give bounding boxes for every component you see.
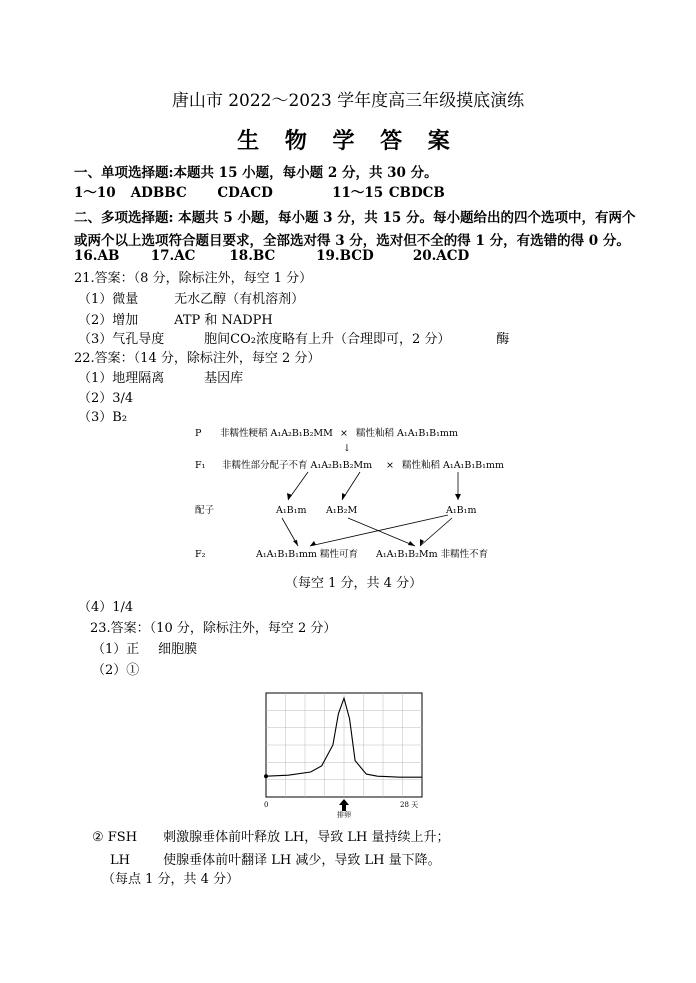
- answer-blank: ATP 和 NADPH: [174, 313, 273, 328]
- answer-range: 11～15: [332, 185, 384, 201]
- q22-answer-3: （3）B₂: [78, 410, 128, 425]
- genetic-cross-diagram: [190, 422, 520, 567]
- document-subtitle: 生 物 学 答 案: [237, 128, 459, 154]
- answer-group: CBDCB: [388, 185, 445, 201]
- p-label: P: [195, 428, 202, 439]
- curve-start-dot: [264, 774, 268, 778]
- section2-heading-line2: 或两个以上选项符合题目要求，全部选对得 3 分，选对但不全的得 1 分，有选错的得 0 分。: [74, 233, 630, 249]
- gamete-2: A₁B₂M: [326, 505, 358, 516]
- q21-answer-1: [78, 288, 304, 307]
- f2-left: A₁A₁B₁B₁mm 糯性可育: [256, 549, 358, 560]
- x-tick-start: 0: [264, 801, 269, 809]
- answer-blank: （1）微量: [78, 292, 139, 307]
- gamete-3: A₁B₁m: [446, 505, 477, 516]
- answer-blank: （1）正: [92, 642, 140, 657]
- p-right-parent: 糯性籼稻 A₁A₁B₁B₁mm: [356, 428, 458, 439]
- down-arrow: ↓: [343, 443, 351, 454]
- p-left-parent: 非糯性粳稻 A₁A₂B₁B₂MM: [220, 428, 333, 439]
- f2-label: F₂: [195, 549, 206, 560]
- answer-text: 使腺垂体前叶翻译 LH 减少，导致 LH 量下降。: [163, 853, 441, 868]
- section1-heading: 一、单项选择题:本题共 15 小题，每小题 2 分，共 30 分。: [74, 165, 438, 181]
- lh-level-chart: [256, 688, 436, 820]
- q22-answer-4: （4）1/4: [78, 600, 134, 615]
- q21-answer-2: [78, 309, 273, 328]
- answer-label: LH: [110, 853, 130, 868]
- answer-blank: （1）地理隔离: [78, 371, 165, 386]
- q22-score-note: （每空 1 分，共 4 分）: [285, 576, 423, 591]
- answer-blank: 酶: [496, 332, 510, 347]
- ovulation-label: 排卵: [337, 811, 351, 819]
- q21-answer-3: [78, 328, 509, 347]
- f1-right: 糯性籼稻 A₁A₁B₁B₁mm: [402, 460, 504, 471]
- answer-group: ADBBC: [130, 185, 187, 201]
- answer-item: 20.ACD: [412, 248, 470, 264]
- q22-answer-2: （2）3/4: [78, 391, 134, 406]
- f2-right: A₁A₁B₁B₂Mm 非糯性不育: [376, 549, 489, 560]
- answer-blank: 胞间CO₂浓度略有上升（合理即可，2 分）: [204, 332, 451, 347]
- arrow-line: [310, 515, 448, 546]
- answer-item: 16.AB: [74, 248, 120, 264]
- x-tick-end: 28 天: [400, 801, 419, 809]
- gamete-label: 配子: [195, 505, 215, 516]
- answer-blank: 细胞膜: [158, 642, 198, 657]
- ovulation-arrow-icon: [339, 799, 349, 811]
- arrowhead: [293, 540, 298, 546]
- q23-score-note: （每点 1 分，共 4 分）: [102, 872, 240, 887]
- arrow-line: [348, 518, 415, 546]
- document-title: 唐山市 2022～2023 学年度高三年级摸底演练: [171, 91, 525, 111]
- arrowhead: [408, 541, 415, 546]
- q23-answer-2-part2-line2: [110, 849, 441, 868]
- answer-label: ② FSH: [92, 830, 138, 845]
- q22-answer-1: [78, 367, 243, 386]
- arrowhead: [287, 493, 292, 500]
- answer-blank: （2）增加: [78, 313, 139, 328]
- q23-header: 23.答案：（10 分，除标注外，每空 2 分）: [90, 621, 337, 636]
- section1-answers: [74, 181, 445, 201]
- arrow-line: [420, 518, 452, 546]
- q23-answer-1: [92, 638, 197, 657]
- arrowhead: [455, 494, 461, 500]
- cross-symbol: ×: [386, 460, 394, 471]
- f1-label: F₁: [195, 460, 206, 471]
- answer-blank: 无水乙醇（有机溶剂）: [174, 292, 305, 307]
- cross-symbol: ×: [340, 428, 348, 439]
- q21-header: 21.答案：（8 分，除标注外，每空 1 分）: [74, 271, 313, 286]
- q22-header: 22.答案：（14 分，除标注外，每空 2 分）: [74, 351, 321, 366]
- answer-blank: （3）气孔导度: [78, 332, 165, 347]
- q23-answer-2-part2-line1: [92, 826, 449, 845]
- section2-answers: [74, 248, 469, 264]
- answer-text: 刺激腺垂体前叶释放 LH，导致 LH 量持续上升；: [163, 830, 450, 845]
- answer-item: 18.BC: [229, 248, 276, 264]
- answer-group: CDACD: [217, 185, 273, 201]
- q23-answer-2: （2）①: [92, 663, 140, 678]
- answer-item: 19.BCD: [316, 248, 374, 264]
- answer-item: 17.AC: [150, 248, 196, 264]
- section2-heading-line1: 二、多项选择题: 本题共 5 小题，每小题 3 分，共 15 分。每小题给出的四个选项中，有两个: [74, 210, 636, 226]
- answer-range: 1～10: [74, 185, 116, 201]
- gamete-1: A₁B₁m: [276, 505, 307, 516]
- f1-left: 非糯性部分配子不育 A₁A₂B₁B₂Mm: [222, 460, 373, 471]
- answer-blank: 基因库: [204, 371, 244, 386]
